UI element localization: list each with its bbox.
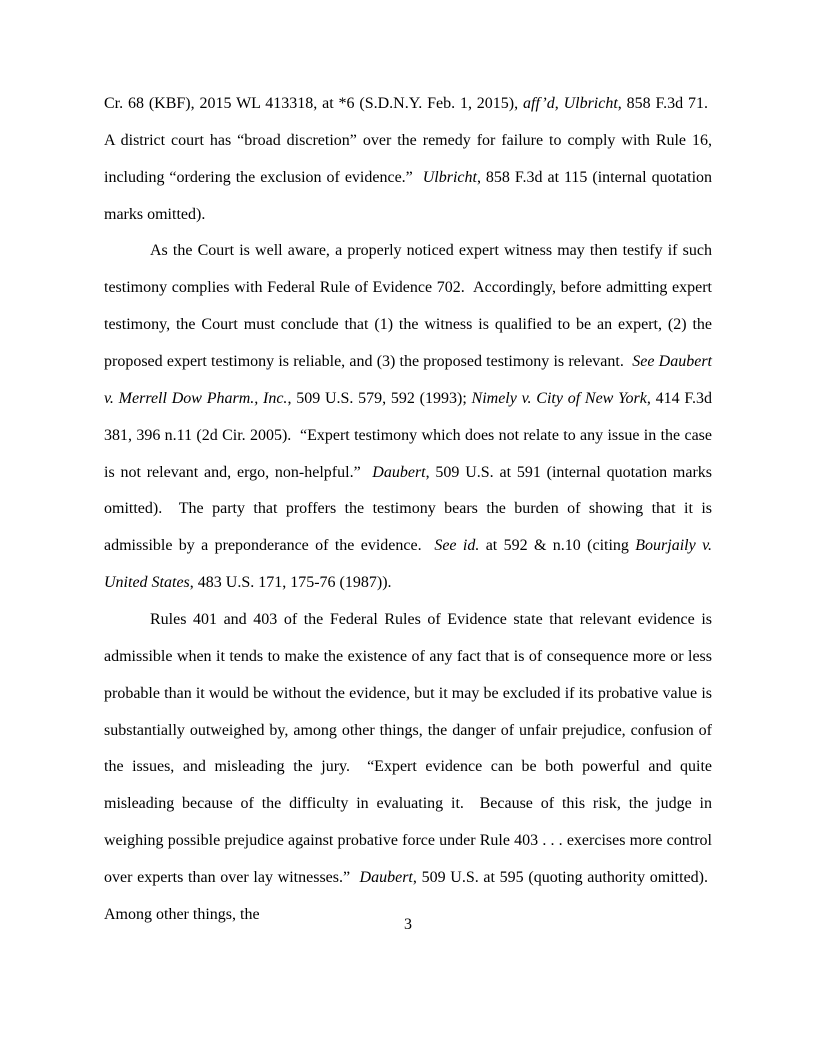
paragraph-expert-witness-standard [104,233,712,602]
paragraph-citation-continuation [104,86,712,233]
italic-citation-run: Daubert [359,869,413,887]
paragraph-rules-401-403 [104,602,712,934]
text-run: , 414 F.3d 381, 396 n.11 (2d Cir. 2005). “Expert testimony which does not relate to any issue in the case is not relevant and, ergo, non-helpful.” [104,389,713,481]
italic-citation-run: Ulbricht [422,168,477,186]
document-body [104,86,712,934]
page-number: 3 [404,916,412,933]
text-run: As the Court is well aware, a properly noticed expert witness may then testify if such testimony complies with Federal Rule of Evidence 702. Accordingly, before admitting expert testimony, the Court must conclude that (1) the witness is qualified to be an expert, (2) the proposed expert testimony is reliable, and (3) the proposed testimony is relevant. [104,242,712,371]
italic-citation-run: Bourjaily v. United States [104,537,712,592]
text-run: , 509 U.S. at 595 (quoting authority omitted). Among other things, the [104,869,712,923]
italic-citation-run: aff’d [523,95,555,112]
text-run: Rules 401 and 403 of the Federal Rules of Evidence state that relevant evidence is admissible when it tends to make the existence of any fact that is of consequence more or less probable than it would be without the evidence, but it may be excluded if its probative value is substantially outweighed by, among other things, the danger of unfair prejudice, confusion of the issues, and misleading the jury. “Expert evidence can be both powerful and quite misleading because of the difficulty in evaluating it. Because of this risk, the judge in weighing possible prejudice against probative force under Rule 403 . . . exercises more control over experts than over lay witnesses.” [104,611,712,887]
text-run: , [554,95,564,112]
text-run: , 509 U.S. at 591 (internal quotation marks omitted). The party that proffers the testimony bears the burden of showing that it is admissible by a preponderance of the evidence. [104,463,712,555]
text-run: , 509 U.S. 579, 592 (1993); [287,389,472,407]
text-run: Cr. 68 (KBF), 2015 WL 413318, at *6 (S.D.N.Y. Feb. 1, 2015), [104,95,523,112]
text-run: , 858 F.3d at 115 (internal quotation marks omitted). [104,168,713,223]
text-run: , 858 F.3d 71. A district court has “broad discretion” over the remedy for failure to comply with Rule 16, including “ordering the exclusion of evidence.” [104,95,712,186]
italic-citation-run: See id. [434,537,480,555]
italic-citation-run: Ulbricht [563,95,618,112]
italic-citation-run: See Daubert v. Merrell Dow Pharm., Inc. [104,353,712,407]
italic-citation-run: Daubert [372,463,426,481]
text-run: , 483 U.S. 171, 175-76 (1987)). [189,574,392,592]
italic-citation-run: Nimely v. City of New York [471,389,647,407]
text-run: at 592 & n.10 (citing [479,537,636,555]
